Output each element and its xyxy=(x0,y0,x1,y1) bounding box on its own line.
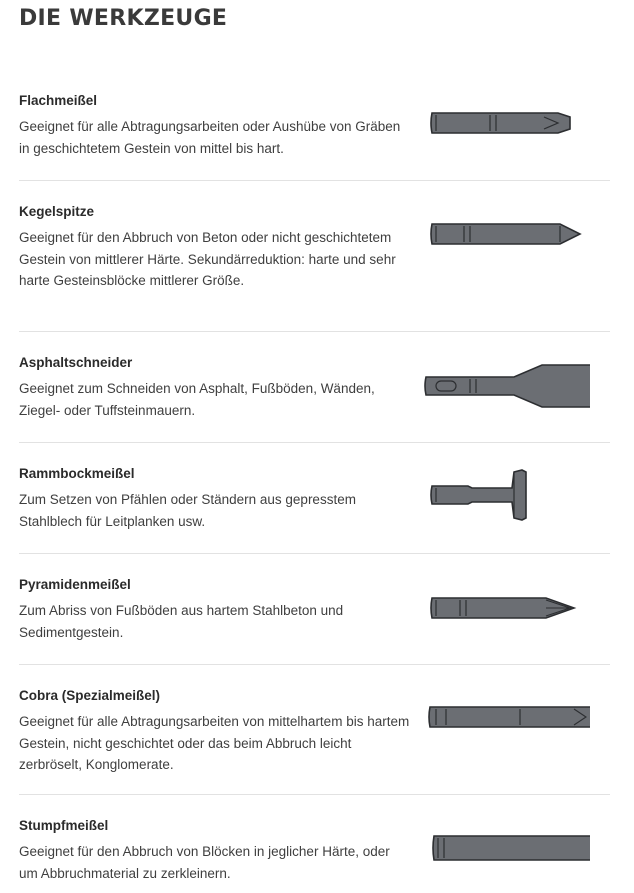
tool-name: Stumpfmeißel xyxy=(19,818,109,833)
tool-name: Rammbockmeißel xyxy=(19,466,135,481)
divider xyxy=(19,794,610,795)
tool-name: Kegelspitze xyxy=(19,204,95,219)
divider xyxy=(19,442,610,443)
tool-description: Zum Setzen von Pfählen oder Ständern aus gepresstem Stahlblech für Leitplanken usw. xyxy=(19,492,356,529)
tool-description: Geeignet für den Abbruch von Blöcken in jeglicher Härte, oder um Abbruchmaterial zu zerkleinern. xyxy=(19,844,390,881)
conical-point-icon xyxy=(410,214,590,254)
tool-name: Cobra (Spezialmeißel) xyxy=(19,688,161,703)
pyramid-chisel-icon xyxy=(410,588,590,628)
cobra-chisel-icon xyxy=(410,697,590,737)
tool-description: Zum Abriss von Fußböden aus hartem Stahlbeton und Sedimentgestein. xyxy=(19,603,344,640)
divider xyxy=(19,553,610,554)
tool-description: Geeignet für den Abbruch von Beton oder nicht geschichtetem Gestein von mittlerer Härte. Sekundärreduktion: harte und sehr harte Gesteinsblöcke mittlerer Größe. xyxy=(19,230,396,288)
tool-description: Geeignet zum Schneiden von Asphalt, Fußböden, Wänden, Ziegel- oder Tuffsteinmauern. xyxy=(19,381,375,418)
tool-name: Pyramidenmeißel xyxy=(19,577,131,592)
page-title: DIE WERKZEUGE xyxy=(19,6,228,31)
tool-name: Asphaltschneider xyxy=(19,355,133,370)
tool-description: Geeignet für alle Abtragungsarbeiten von mittelhartem bis hartem Gestein, nicht geschichtet oder das beim Abbruch leicht zerbröselt, Konglomerate. xyxy=(19,714,410,772)
asphalt-cutter-icon xyxy=(410,362,590,410)
tool-description: Geeignet für alle Abtragungsarbeiten oder Aushübe von Gräben in geschichtetem Gestein von mittel bis hart. xyxy=(19,119,401,156)
ram-chisel-icon xyxy=(410,468,590,522)
divider xyxy=(19,664,610,665)
blunt-chisel-icon xyxy=(410,828,590,868)
tool-name: Flachmeißel xyxy=(19,93,98,108)
divider xyxy=(19,180,610,181)
flat-chisel-icon xyxy=(410,103,590,143)
divider xyxy=(19,331,610,332)
